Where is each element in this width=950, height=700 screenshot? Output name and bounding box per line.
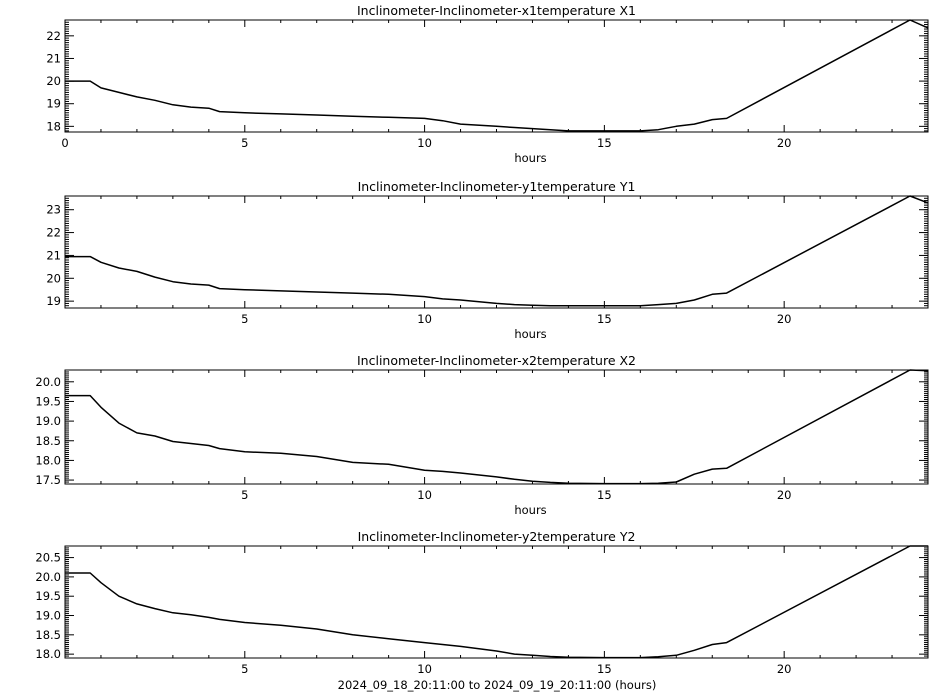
x-tick-label: 15 (597, 662, 612, 676)
chart-panel-3 (35, 353, 928, 517)
x-tick-label: 15 (597, 488, 612, 502)
y-tick-label: 20 (46, 74, 61, 89)
x-tick-label: 10 (417, 312, 432, 326)
y-tick-label: 18.5 (35, 433, 61, 448)
y-tick-label: 18 (46, 119, 61, 134)
chart-panel-2 (46, 179, 928, 341)
y-tick-label: 21 (46, 248, 61, 263)
x-tick-label: 5 (241, 136, 249, 150)
x-tick-label: 20 (776, 662, 792, 676)
plot-frame (65, 196, 928, 308)
chart-title: Inclinometer-Inclinometer-y1temperature Y1 (357, 179, 636, 194)
y-tick-label: 19.5 (35, 589, 61, 604)
chart-panel-4 (35, 529, 928, 676)
footer-label: 2024_09_18_20:11:00 to 2024_09_19_20:11:00 (hours) (337, 678, 657, 692)
x-axis-label: hours (514, 327, 547, 341)
y-tick-label: 19.0 (35, 414, 61, 429)
x-tick-label: 0 (61, 136, 69, 150)
x-tick-label: 20 (776, 488, 792, 502)
y-tick-label: 22 (46, 28, 61, 43)
series-line (65, 196, 928, 306)
y-tick-label: 20.5 (35, 550, 61, 565)
plot-frame (65, 370, 928, 484)
y-tick-label: 20 (46, 271, 61, 286)
y-tick-label: 20.0 (35, 569, 61, 584)
chart-title: Inclinometer-Inclinometer-x2temperature X2 (356, 353, 637, 368)
x-tick-label: 15 (597, 136, 612, 150)
chart-title: Inclinometer-Inclinometer-x1temperature X1 (356, 3, 637, 18)
x-tick-label: 5 (241, 488, 249, 502)
y-tick-label: 18.0 (35, 647, 61, 662)
x-tick-label: 5 (241, 312, 249, 326)
x-axis-label: hours (514, 151, 547, 165)
x-tick-label: 10 (417, 488, 432, 502)
y-tick-label: 19 (46, 96, 61, 111)
series-line (65, 546, 928, 658)
y-tick-label: 19 (46, 294, 61, 309)
y-tick-label: 20.0 (35, 374, 61, 389)
y-tick-label: 19.5 (35, 394, 61, 409)
y-tick-label: 22 (46, 225, 61, 240)
x-tick-label: 15 (597, 312, 612, 326)
plot-frame (65, 546, 928, 658)
y-tick-label: 21 (46, 51, 61, 66)
chart-title: Inclinometer-Inclinometer-y2temperature Y2 (357, 529, 636, 544)
x-tick-label: 20 (776, 136, 792, 150)
y-tick-label: 18.5 (35, 627, 61, 642)
x-tick-label: 10 (417, 136, 432, 150)
y-tick-label: 19.0 (35, 608, 61, 623)
x-axis-label: hours (514, 503, 547, 517)
x-tick-label: 10 (417, 662, 432, 676)
chart-panel-1 (46, 3, 928, 165)
x-tick-label: 5 (241, 662, 249, 676)
x-tick-label: 20 (776, 312, 792, 326)
y-tick-label: 17.5 (35, 473, 61, 488)
series-line (65, 20, 928, 131)
series-line (65, 370, 928, 484)
y-tick-label: 18.0 (35, 453, 61, 468)
y-tick-label: 23 (46, 202, 61, 217)
plot-frame (65, 20, 928, 132)
